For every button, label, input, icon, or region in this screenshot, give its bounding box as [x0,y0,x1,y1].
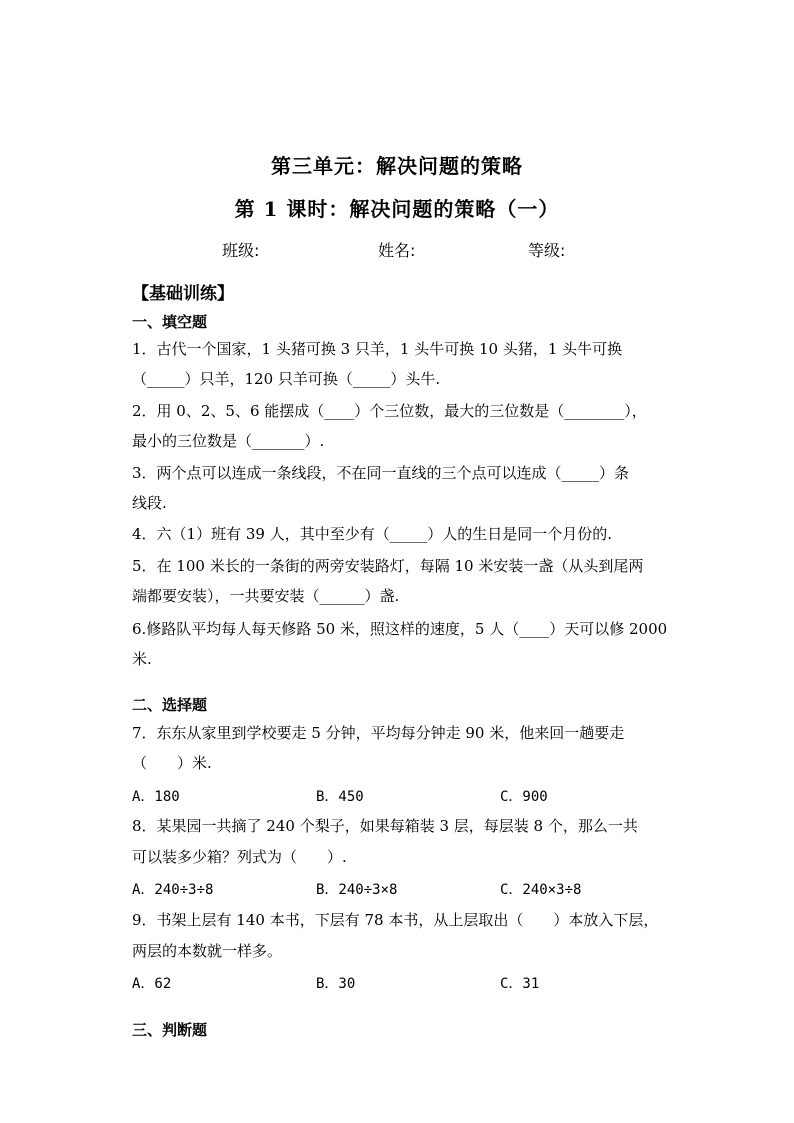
question-3-line-1: 3．两个点可以连成一条线段，不在同一直线的三个点可以连成（_____）条 [132,464,630,482]
question-6-line-1: 6.修路队平均每人每天修路 50 米，照这样的速度，5 人（____）天可以修 2000 [132,620,668,638]
judge-heading: 三、判断题 [132,1021,208,1039]
question-4-line-1: 4．六（1）班有 39 人，其中至少有（_____）人的生日是同一个月份的. [132,525,612,543]
question-7-option-b: B．450 [316,789,364,805]
question-8-line-2: 可以装多少箱？列式为（ ）. [132,848,347,866]
question-7-option-a: A．180 [132,789,180,805]
question-5-line-1: 5．在 100 米长的一条街的两旁安装路灯，每隔 10 米安装一盏（从头到尾两 [132,557,644,575]
section-label: 【基础训练】 [132,284,234,304]
question-9-line-1: 9．书架上层有 140 本书，下层有 78 本书，从上层取出（ ）本放入下层， [132,911,659,929]
page-title: 第三单元：解决问题的策略 [271,154,523,178]
question-1-line-2: （_____）只羊，120 只羊可换（_____）头牛. [132,370,441,388]
question-8-option-c: C．240×3÷8 [500,882,582,898]
question-8-option-b: B．240÷3×8 [316,882,398,898]
question-3-line-2: 线段. [132,494,167,512]
question-9-option-a: A．62 [132,976,172,992]
question-7-line-1: 7．东东从家里到学校要走 5 分钟，平均每分钟走 90 米，他来回一趟要走 [132,724,625,742]
question-7-line-2: （ ）米. [132,754,212,772]
class-label: 班级: [222,241,260,260]
question-6-line-2: 米. [132,650,152,668]
question-1-line-1: 1．古代一个国家，1 头猪可换 3 只羊，1 头牛可换 10 头猪，1 头牛可换 [132,340,623,358]
question-8-line-1: 8．某果园一共摘了 240 个梨子，如果每箱装 3 层，每层装 8 个，那么一共 [132,817,638,835]
question-7-option-c: C．900 [500,789,548,805]
question-9-line-2: 两层的本数就一样多。 [132,942,283,960]
lesson-subtitle: 第 1 课时：解决问题的策略（一） [234,197,560,221]
question-5-line-2: 端都要安装），一共要安装（______）盏. [132,587,400,605]
name-label: 姓名: [378,241,416,260]
question-2-line-1: 2．用 0、2、5、6 能摆成（____）个三位数，最大的三位数是（________）， [132,402,647,420]
grade-label: 等级: [528,241,566,260]
question-9-option-b: B．30 [316,976,356,992]
choice-heading: 二、选择题 [132,696,208,714]
question-2-line-2: 最小的三位数是（_______）. [132,432,325,450]
question-8-option-a: A．240÷3÷8 [132,882,214,898]
fill-blank-heading: 一、填空题 [132,313,208,331]
question-9-option-c: C．31 [500,976,540,992]
